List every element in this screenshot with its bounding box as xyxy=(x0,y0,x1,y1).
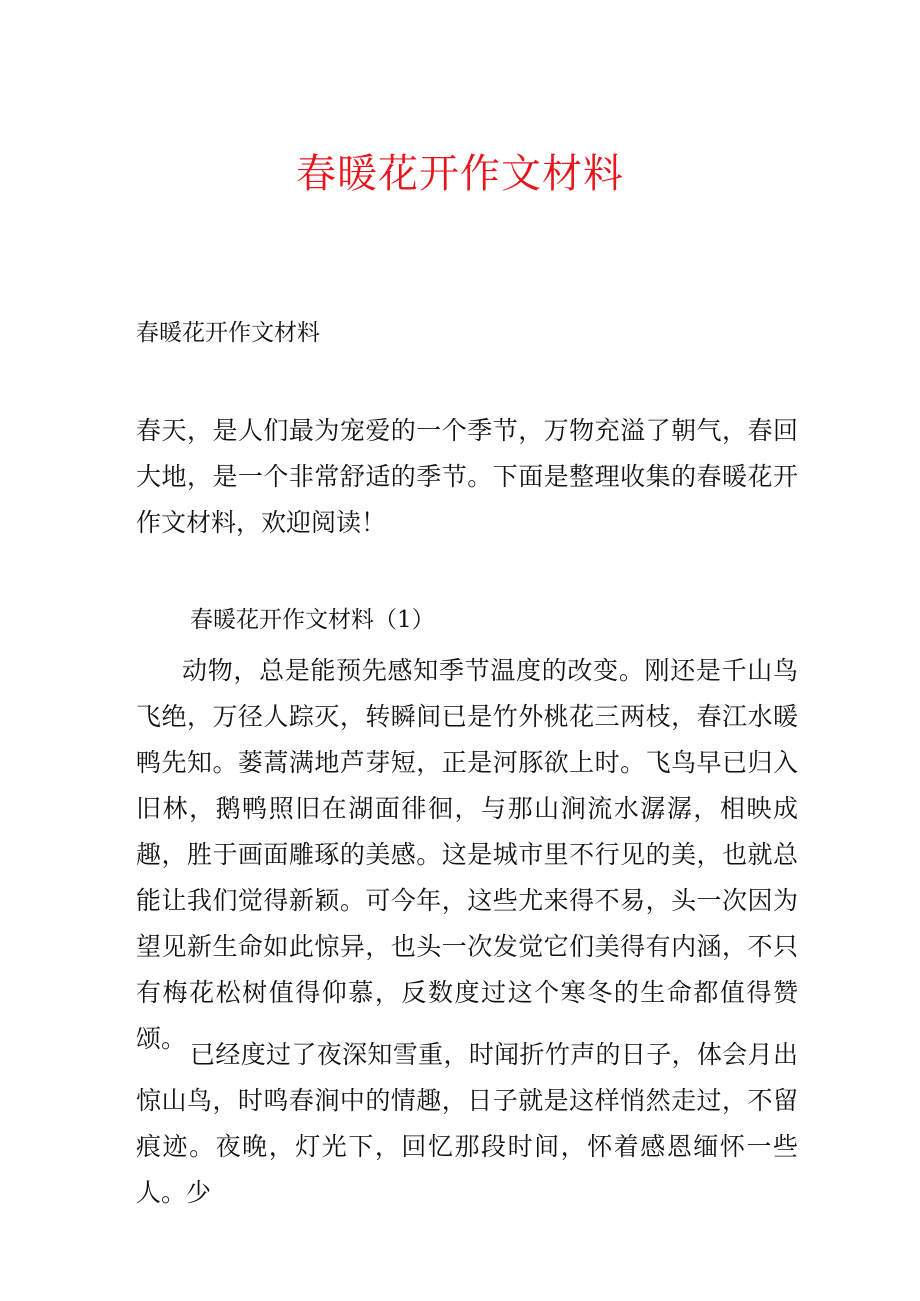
section-heading: 春暖花开作文材料（1） xyxy=(190,607,435,633)
document-title: 春暖花开作文材料 xyxy=(296,151,624,197)
body-paragraph-1: 动物，总是能预先感知季节温度的改变。刚还是千山鸟飞绝，万径人踪灭，转瞬间已是竹外桃花三两枝，春江水暖鸭先知。蒌蒿满地芦芽短，正是河豚欲上时。飞鸟早已归入旧林，鹅鸭照旧在湖面徘徊，与那山涧流水潺潺，相映成趣，胜于画面雕琢的美感。这是城市里不行见的美，也就总能让我们觉得新颖。可今年，这些尤来得不易，头一次因为望见新生命如此惊异，也头一次发觉它们美得有内涵，不只有梅花松树值得仰慕，反数度过这个寒冬的生命都值得赞颂。 xyxy=(136,656,798,1053)
body-paragraph-2: 已经度过了夜深知雪重，时闻折竹声的日子，体会月出惊山鸟，时鸣春涧中的情趣，日子就是这样悄然走过，不留痕迹。夜晚，灯光下，回忆那段时间，怀着感恩缅怀一些人。少 xyxy=(136,1040,798,1207)
intro-paragraph: 春天，是人们最为宠爱的一个季节，万物充溢了朝气，春回大地，是一个非常舒适的季节。下面是整理收集的春暖花开作文材料，欢迎阅读！ xyxy=(136,416,798,537)
document-subtitle: 春暖花开作文材料 xyxy=(136,320,320,346)
